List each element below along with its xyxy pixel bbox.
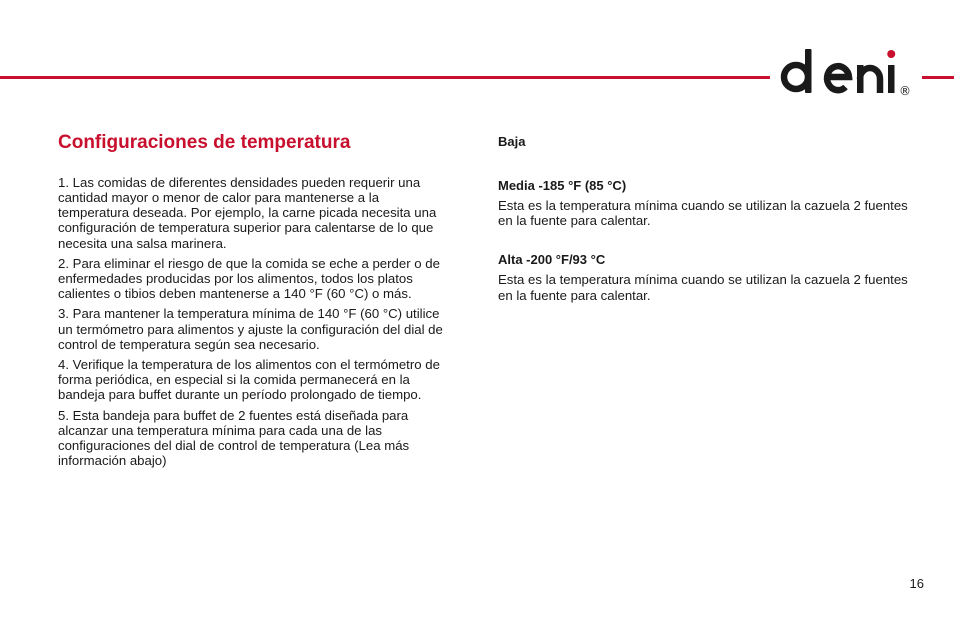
paragraph-2: 2. Para eliminar el riesgo de que la comida se eche a perder o de enfermedades producidas por los alimentos, todos los platos calientes o tibios deben mantenerse a 140 °F (60 °C) o más. [58, 255, 440, 302]
setting-low [498, 134, 918, 150]
setting-medium-label: Media -185 °F (85 °C) [498, 178, 627, 193]
temperature-settings-section [58, 132, 453, 473]
header-rule-right [922, 76, 954, 79]
setting-medium [498, 178, 918, 228]
setting-low-label: Baja [498, 134, 526, 149]
page-number: 16 [909, 576, 924, 591]
paragraph-4: 4. Verifique la temperatura de los alimentos con el termómetro de forma periódica, en especial si la comida permanecerá en la bandeja para buffet durante un período prolongado de tiempo. [58, 357, 440, 403]
setting-high-label: Alta -200 °F/93 °C [498, 252, 606, 268]
paragraph-1: 1. Las comidas de diferentes densidades pueden requerir una cantidad mayor o menor de calor para mantenerse a la temperatura deseada. Por ejemplo, la carne picada necesita una configuración de temperatura superior para calentarse de lo que necesita una salsa marinera. [58, 174, 437, 251]
setting-high [498, 252, 918, 302]
paragraph-5: 5. Esta bandeja para buffet de 2 fuentes está diseñada para alcanzar una temperatura mínima para cada una de las configuraciones del dial de control de temperatura (Lea más información abajo) [58, 407, 410, 469]
header-rule-left [0, 76, 770, 79]
deni-logo [778, 46, 918, 98]
section-title: Configuraciones de temperatura [58, 132, 351, 153]
registered-mark: ® [899, 84, 911, 98]
setting-medium-description: Esta es la temperatura mínima cuando se utilizan la cazuela 2 fuentes en la fuente para calentar. [498, 198, 908, 229]
settings-list [498, 134, 918, 327]
paragraph-3: 3. Para mantener la temperatura mínima de 140 °F (60 °C) utilice un termómetro para alimentos y ajuste la configuración del dial de control de temperatura según sea necesario. [58, 306, 443, 352]
setting-high-description: Esta es la temperatura mínima cuando se utilizan la cazuela 2 fuentes en la fuente para calentar. [498, 272, 908, 303]
